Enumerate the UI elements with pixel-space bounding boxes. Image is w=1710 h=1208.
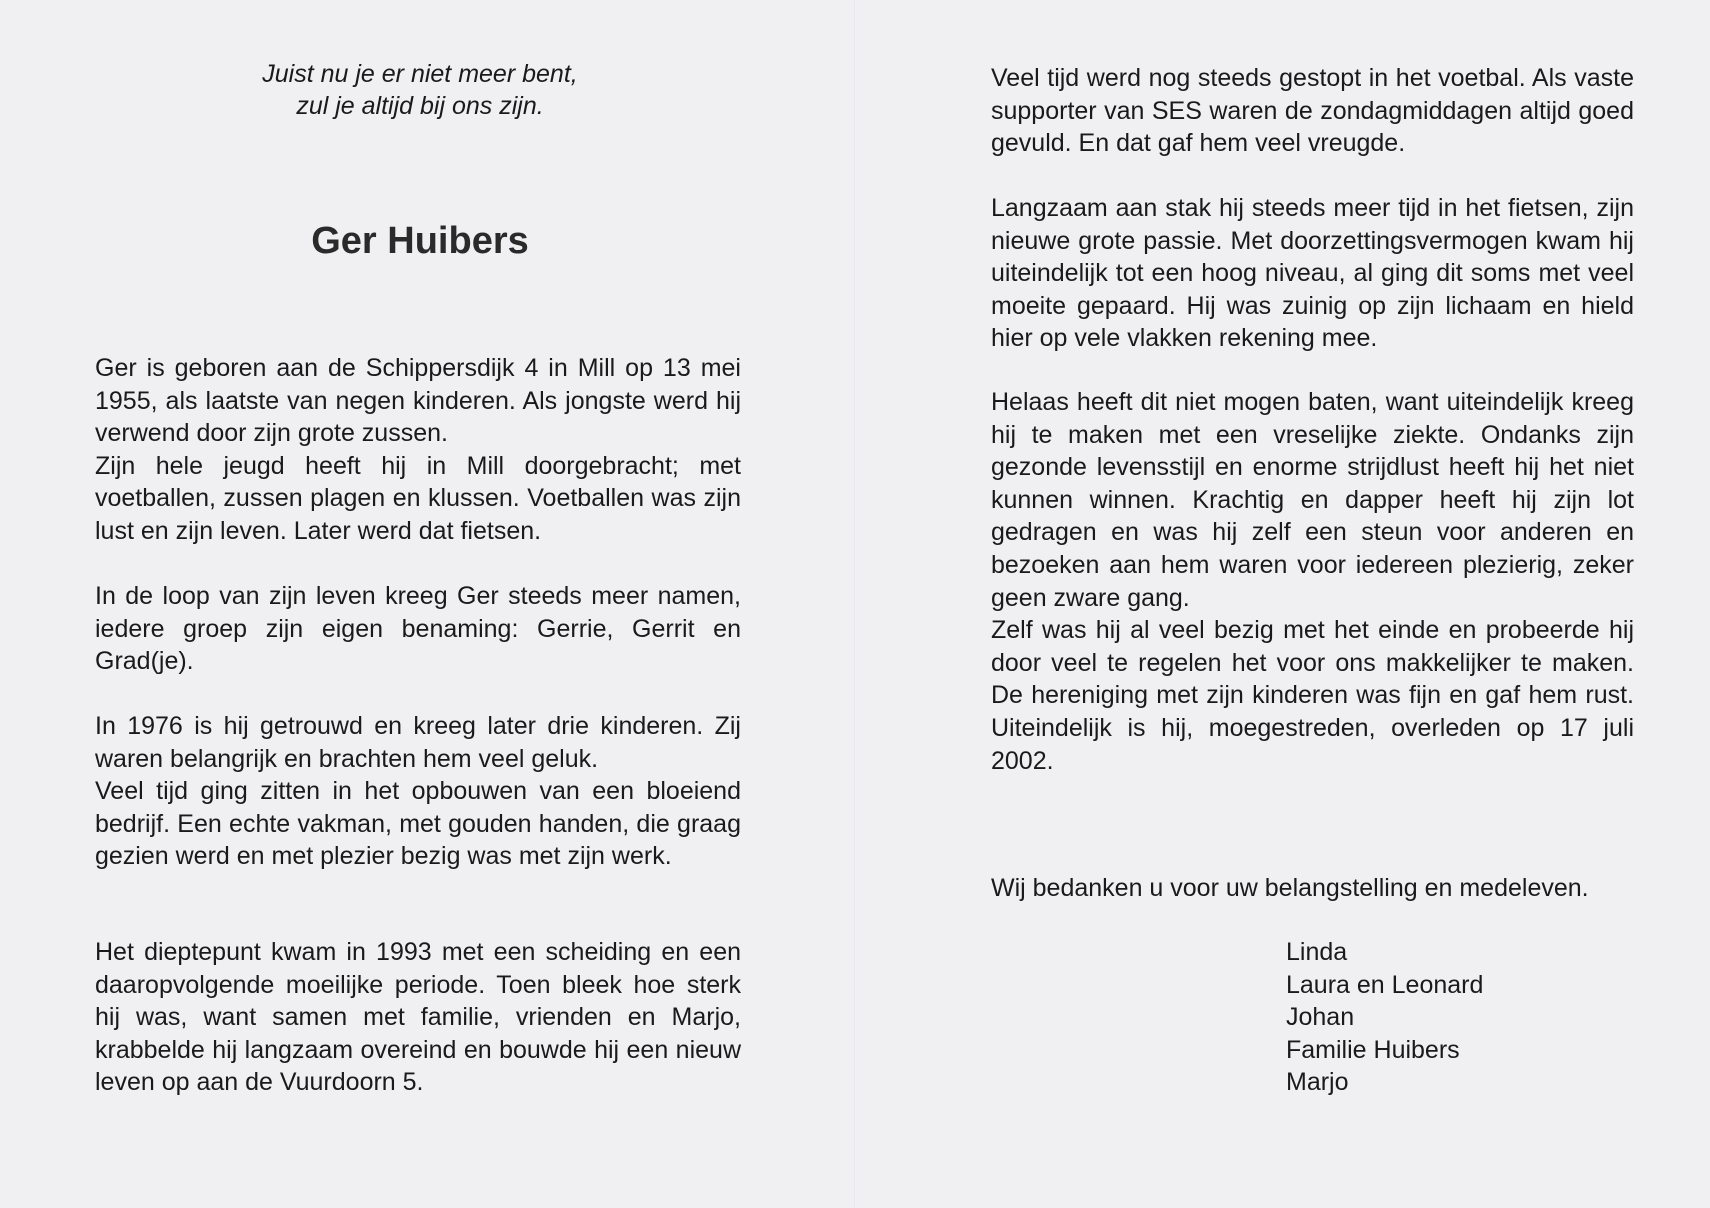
paragraph-text: Het dieptepunt kwam in 1993 met een scheiding en een daaropvolgende moeilijke periode. Toen bleek hoe sterk hij was, want samen met familie, vrienden en Marjo, krabbelde hij langzaam overeind en bouwde hij een nieuw leven op aan de Vuurdoorn 5. (95, 938, 741, 1097)
paragraph-family-work (95, 710, 741, 873)
left-page (0, 0, 854, 1208)
paragraph-text: Zijn hele jeugd heeft hij in Mill doorgebracht; met voetballen, zussen plagen en klussen. Voetballen was zijn lust en zijn leven. Later werd dat fietsen. (95, 451, 741, 545)
paragraph-text: Helaas heeft dit niet mogen baten, want uiteindelijk kreeg hij te maken met een vreselijke ziekte. Ondanks zijn gezonde levensstijl en enorme strijdlust heeft hij het niet kunnen winnen. Krachtig en dapper heeft hij zijn lot gedragen en was hij zelf een steun voor anderen en bezoeken aan hem waren voor iedereen plezierig, zeker geen zware gang. (991, 388, 1634, 612)
paragraph-names (95, 580, 741, 678)
signer-name: Linda (1286, 938, 1348, 966)
signer-name: Laura en Leonard (1286, 970, 1484, 999)
paragraph-text: Veel tijd ging zitten in het opbouwen van een bloeiend bedrijf. Een echte vakman, met gouden handen, die graag gezien werd en met plezier bezig was met zijn werk. (95, 777, 741, 871)
paragraph-cycling (991, 192, 1634, 355)
thank-you-note: Wij bedanken u voor uw belangstelling en medeleven. (991, 874, 1589, 902)
paragraph-text: In 1976 is hij getrouwd en kreeg later drie kinderen. Zij waren belangrijk en brachten hem veel geluk. (95, 712, 741, 773)
memorial-verse (95, 58, 745, 122)
signer-name: Johan (1286, 1003, 1355, 1032)
verse-line-1: Juist nu je er niet meer bent, (262, 60, 578, 88)
signers-list (1286, 936, 1483, 1099)
paragraph-low-point (95, 936, 741, 1099)
paragraph-football (991, 62, 1634, 160)
signer-name: Marjo (1286, 1068, 1349, 1097)
paragraph-text: Ger is geboren aan de Schippersdijk 4 in Mill op 13 mei 1955, als laatste van negen kinderen. Als jongste werd hij verwend door zijn grote zussen. (95, 354, 741, 448)
paragraph-text: In de loop van zijn leven kreeg Ger steeds meer namen, iedere groep zijn eigen benaming: Gerrie, Gerrit en Grad(je). (95, 582, 741, 676)
paragraph-childhood (95, 352, 741, 548)
right-page (856, 0, 1710, 1208)
paragraph-text: Zelf was hij al veel bezig met het einde en probeerde hij door veel te regelen het voor ons makkelijker te maken. De hereniging met zijn kinderen was fijn en gaf hem rust. Uiteindelijk is hij, moegestreden, overleden op 17 juli 2002. (991, 616, 1634, 775)
paragraph-illness (991, 386, 1634, 777)
deceased-name: Ger Huibers (311, 220, 529, 262)
paragraph-text: Langzaam aan stak hij steeds meer tijd in het fietsen, zijn nieuwe grote passie. Met doorzettingsvermogen kwam hij uiteindelijk tot een hoog niveau, al ging dit soms met veel moeite gepaard. Hij was zuinig op zijn lichaam en hield hier op vele vlakken rekening mee. (991, 194, 1634, 353)
paragraph-text: Veel tijd werd nog steeds gestopt in het voetbal. Als vaste supporter van SES waren de zondagmiddagen altijd goed gevuld. En dat gaf hem veel vreugde. (991, 64, 1634, 158)
verse-line-2: zul je altijd bij ons zijn. (296, 92, 544, 120)
signer-name: Familie Huibers (1286, 1035, 1460, 1064)
